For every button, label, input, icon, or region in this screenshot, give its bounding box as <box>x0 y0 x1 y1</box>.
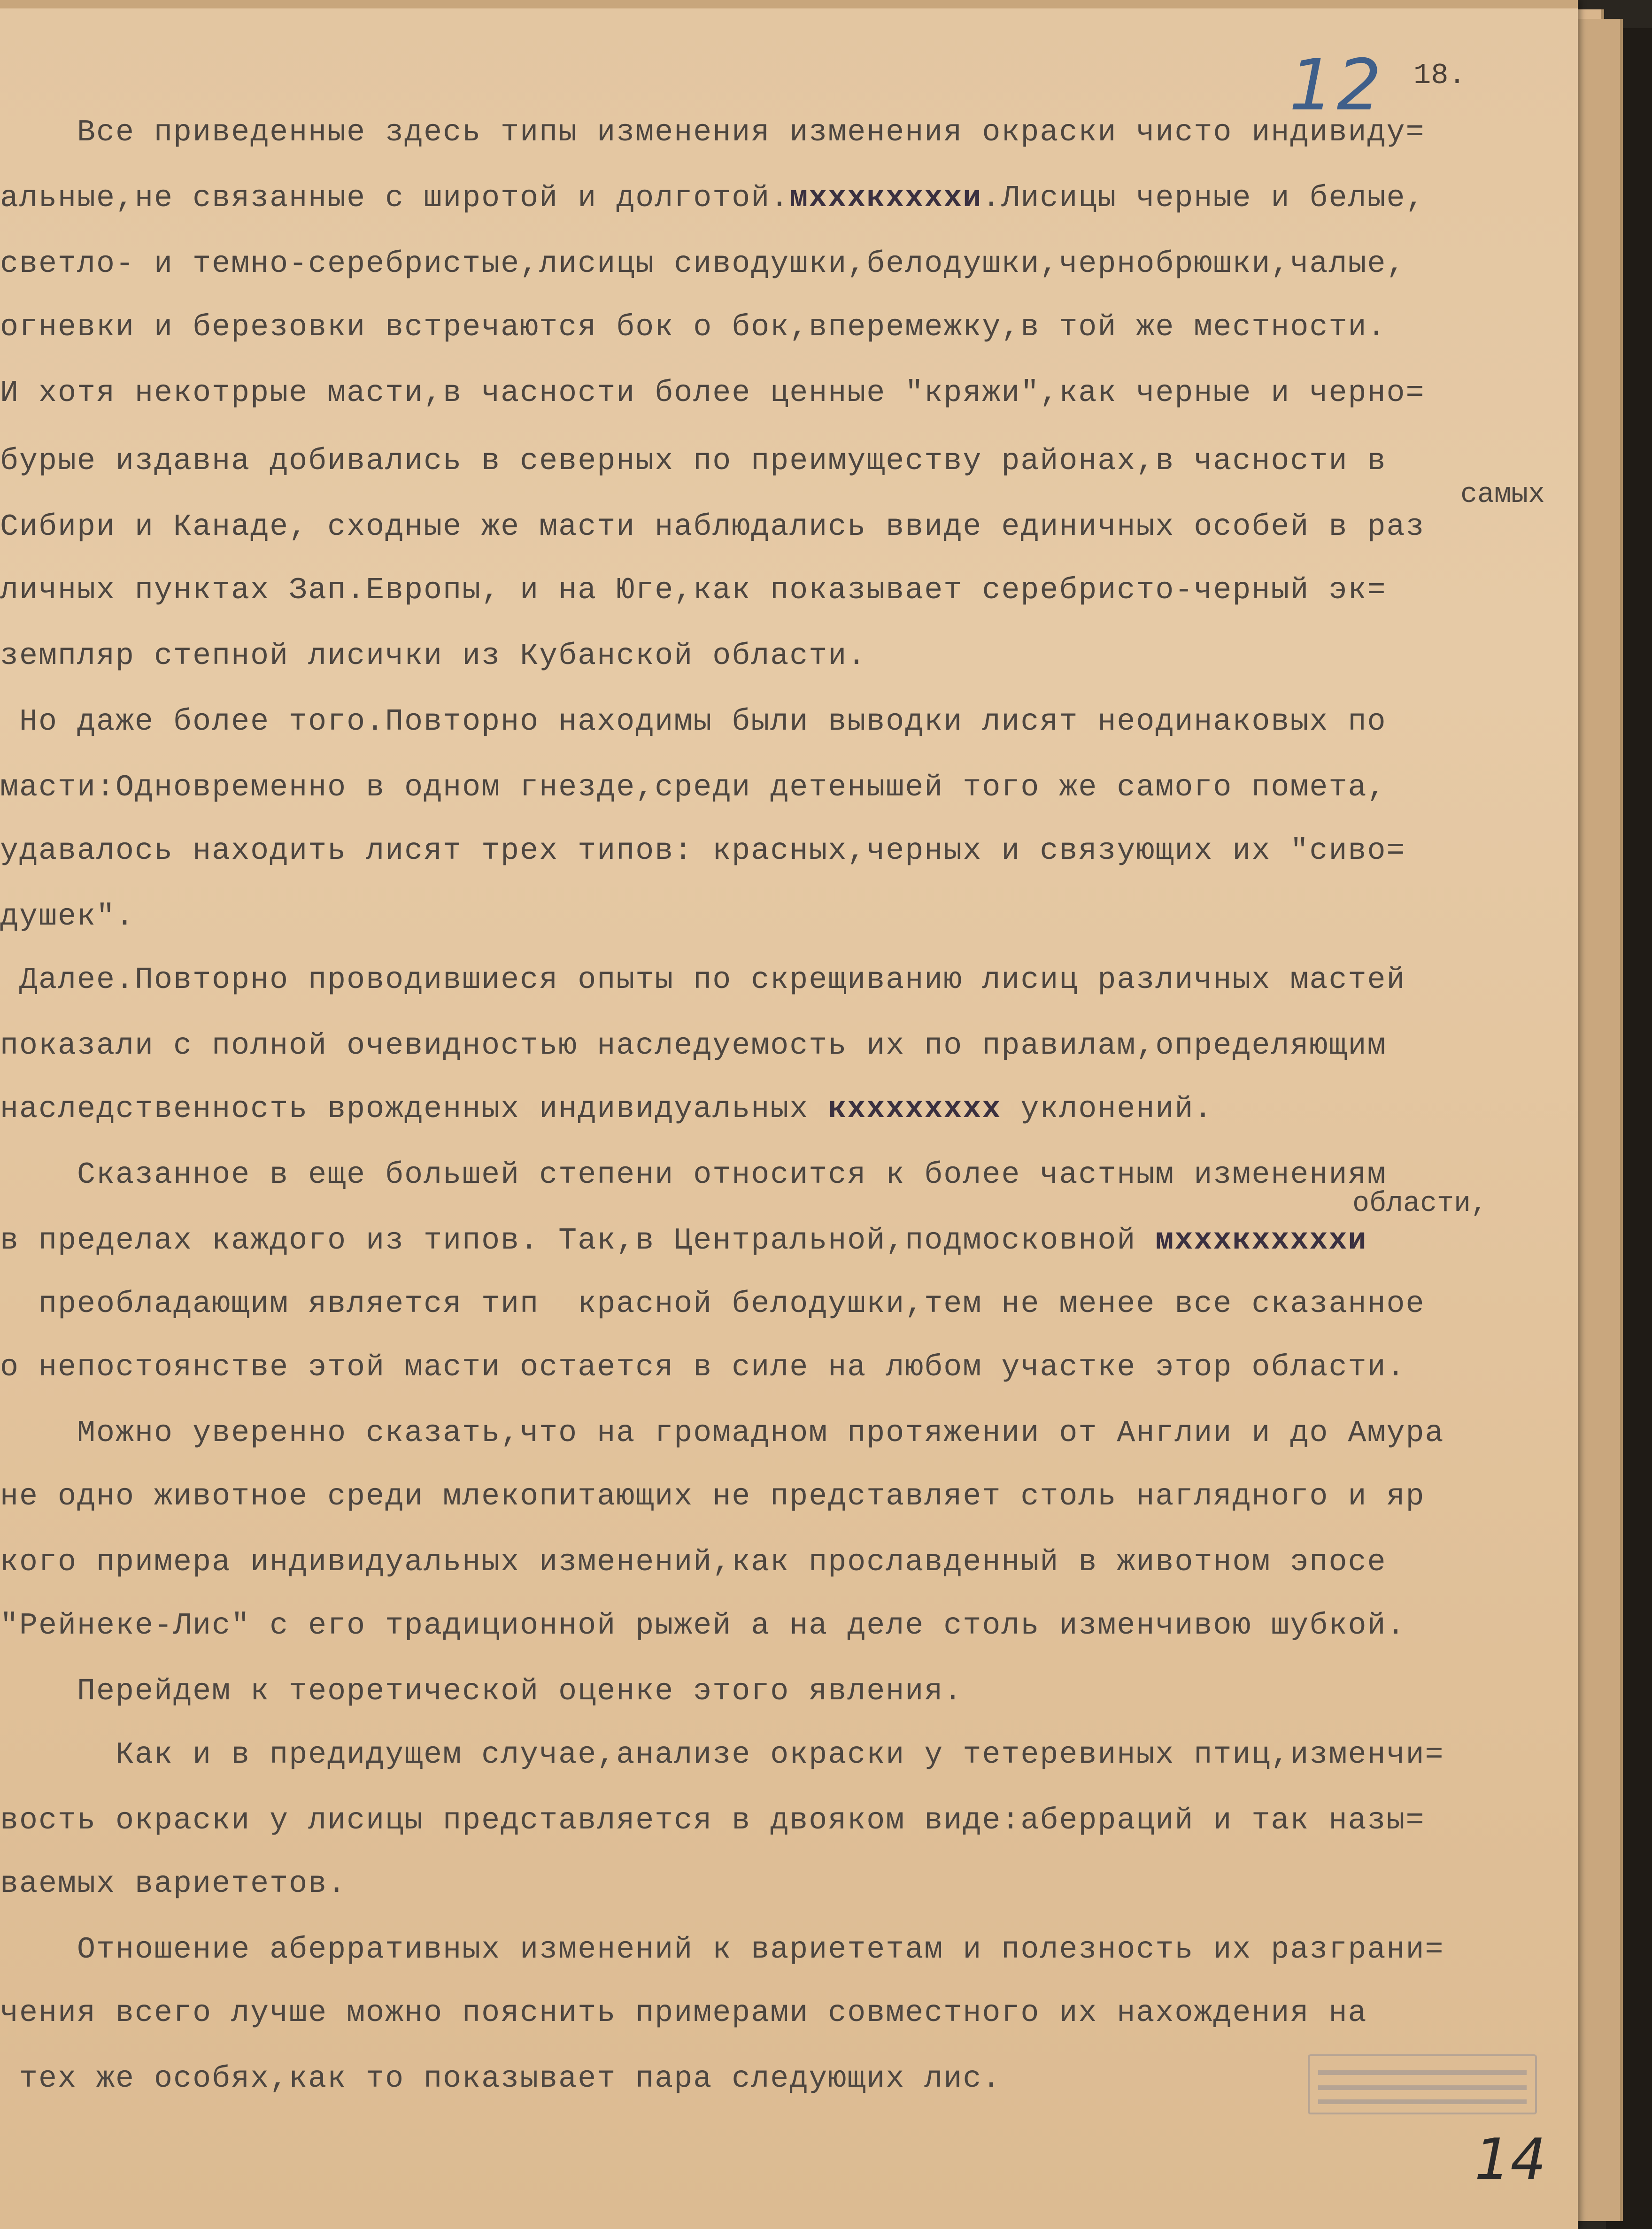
text-line: Как и в предидущем случае,анализе окраски у тетеревиных птиц,изменчи= <box>0 1737 1444 1772</box>
text-line: масти:Одновременно в одном гнезде,среди детенышей того же самого помета, <box>0 770 1387 805</box>
text-line <box>0 1092 1213 1126</box>
handwritten-insert: области, <box>1352 1188 1488 1220</box>
text-line: вость окраски у лисицы представляется в двояком виде:аберраций и так назы= <box>0 1803 1425 1838</box>
text-line: показали с полной очевидностью наследуемость их по правилам,определяющим <box>0 1028 1387 1063</box>
text-line: бурые издавна добивались в северных по преимуществу районах,в часности в <box>0 444 1387 478</box>
struck-out-text: кхххххххх <box>828 1092 1002 1126</box>
struck-out-text: мхххкхххххи <box>1155 1223 1367 1258</box>
stamp-line <box>1318 2070 1527 2075</box>
text-line: душек". <box>0 899 135 934</box>
pencil-folio-number: 12 <box>1289 45 1384 126</box>
text-line: кого примера индивидуальных изменений,как прославденный в животном эпосе <box>0 1545 1387 1580</box>
handwritten-corner-number: 14 <box>1474 2127 1546 2192</box>
text-line: преобладающим является тип красной белодушки,тем не менее все сказанное <box>0 1287 1425 1321</box>
text-line: Сказанное в еще большей степени относится к более частным изменениям <box>0 1157 1387 1192</box>
archive-stamp <box>1308 2054 1537 2114</box>
text-line: Далее.Повторно проводившиеся опыты по скрещиванию лисиц различных мастей <box>0 963 1406 997</box>
text-segment: в пределах каждого из типов. Так,в Центральной,подмосковной <box>0 1223 1136 1258</box>
text-segment: альные,не связанные с широтой и долготой. <box>0 181 790 216</box>
text-line: удавалось находить лисят трех типов: красных,черных и связующих их "сиво= <box>0 833 1406 868</box>
text-line: "Рейнеке-Лис" с его традиционной рыжей а на деле столь изменчивою шубкой. <box>0 1608 1406 1643</box>
text-line: Но даже более того.Повторно находимы были выводки лисят неодинаковых по <box>0 704 1387 739</box>
text-line: Перейдем к теоретической оценке этого явления. <box>0 1674 963 1709</box>
text-line: не одно животное среди млекопитающих не представляет столь наглядного и яр <box>0 1479 1425 1514</box>
text-line <box>0 1223 1367 1258</box>
text-line: о непостоянстве этой масти остается в силе на любом участке этор области. <box>0 1350 1406 1385</box>
stamp-line <box>1318 2099 1527 2104</box>
text-line: Отношение аберративных изменений к вариететам и полезность их разграни= <box>0 1932 1444 1967</box>
text-line: земпляр степной лисички из Кубанской области. <box>0 639 867 673</box>
handwritten-insert: самых <box>1460 479 1545 511</box>
text-line: И хотя некотррые масти,в часности более ценные "кряжи",как черные и черно= <box>0 376 1425 410</box>
page-number: 18. <box>1413 59 1466 92</box>
text-line: огневки и березовки встречаются бок о бок,вперемежку,в той же местности. <box>0 310 1387 345</box>
page-top-edge <box>0 0 1578 8</box>
text-line: Сибири и Канаде, сходные же масти наблюдались ввиде единичных особей в раз <box>0 509 1425 544</box>
text-line: ваемых вариететов. <box>0 1866 347 1901</box>
text-segment: наследственность врожденных индивидуальных <box>0 1092 809 1126</box>
text-line: личных пунктах Зап.Европы, и на Юге,как показывает серебристо-черный эк= <box>0 573 1387 608</box>
text-line: чения всего лучше можно пояснить примерами совместного их нахождения на <box>0 1996 1367 2030</box>
text-segment: .Лисицы черные и белые, <box>982 181 1425 216</box>
text-line: тех же особях,как то показывает пара следующих лис. <box>0 2061 1002 2096</box>
struck-out-text: мхххкххххи <box>789 181 982 216</box>
stamp-line <box>1318 2085 1527 2090</box>
text-line: Можно уверенно сказать,что на громадном протяжении от Англии и до Амура <box>0 1416 1444 1450</box>
text-line: светло- и темно-серебристые,лисицы сиводушки,белодушки,чернобрюшки,чалые, <box>0 247 1406 281</box>
text-segment: уклонений. <box>1001 1092 1213 1126</box>
text-line <box>0 181 1425 216</box>
text-line: Все приведенные здесь типы изменения изменения окраски чисто индивиду= <box>0 115 1425 150</box>
